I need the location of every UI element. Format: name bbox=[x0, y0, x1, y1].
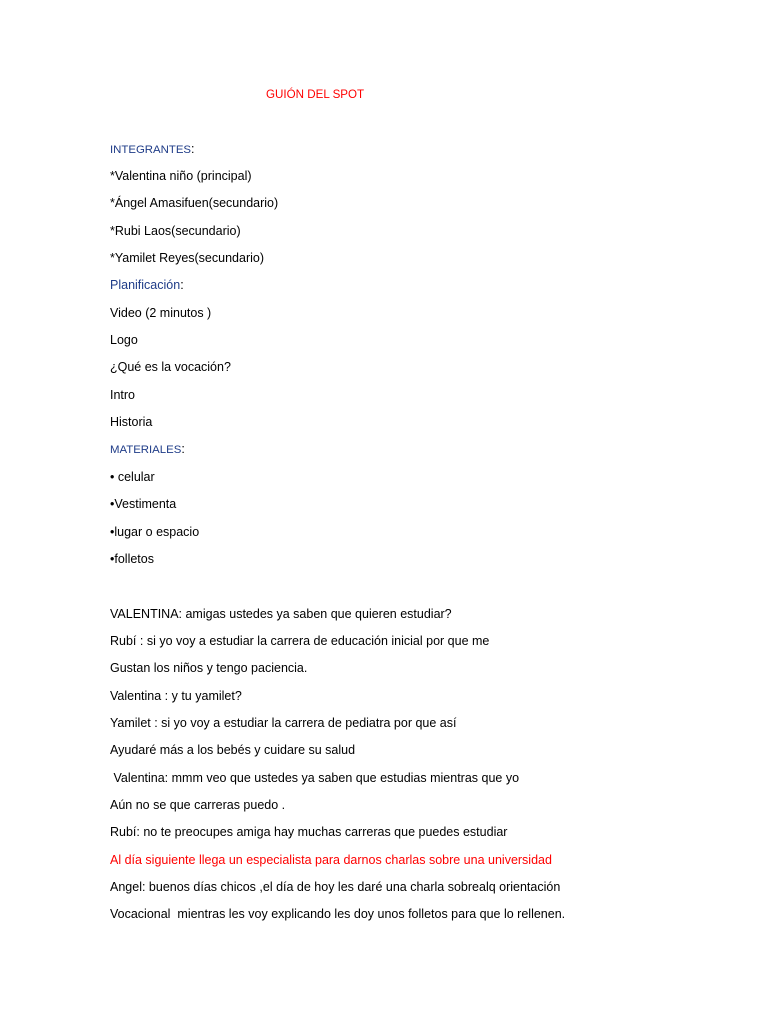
section-heading-materiales bbox=[110, 436, 730, 463]
list-item: *Ángel Amasifuen(secundario) bbox=[110, 196, 279, 211]
script-line: Gustan los niños y tengo paciencia. bbox=[110, 661, 308, 676]
section-heading-integrantes bbox=[110, 136, 730, 163]
script-line: VALENTINA: amigas ustedes ya saben que quieren estudiar? bbox=[110, 606, 452, 621]
script-line: Rubí : si yo voy a estudiar la carrera de educación inicial por que me bbox=[110, 633, 490, 648]
list-item: •Vestimenta bbox=[110, 497, 177, 512]
list-item: ¿Qué es la vocación? bbox=[110, 360, 231, 375]
blank-line bbox=[110, 573, 730, 600]
script-line: Aún no se que carreras puedo . bbox=[110, 797, 286, 812]
script-line: Ayudaré más a los bebés y cuidare su salud bbox=[110, 743, 356, 758]
list-item: Video (2 minutos ) bbox=[110, 305, 212, 320]
list-item: *Valentina niño (principal) bbox=[110, 169, 252, 184]
section-heading-colon: : bbox=[180, 278, 184, 293]
section-heading-label: MATERIALES bbox=[110, 444, 182, 457]
section-heading-colon: : bbox=[181, 442, 185, 457]
list-item: •lugar o espacio bbox=[110, 524, 200, 539]
section-heading-colon: : bbox=[191, 141, 195, 156]
list-item: •folletos bbox=[110, 551, 154, 566]
script-line: Valentina : y tu yamilet? bbox=[110, 688, 242, 703]
list-item: *Rubi Laos(secundario) bbox=[110, 223, 241, 238]
list-item: *Yamilet Reyes(secundario) bbox=[110, 251, 264, 266]
section-heading-planificacion bbox=[110, 272, 730, 299]
script-line: Yamilet : si yo voy a estudiar la carrera de pediatra por que así bbox=[110, 715, 457, 730]
list-item: Logo bbox=[110, 333, 138, 348]
script-line: Angel: buenos días chicos ,el día de hoy les daré una charla sobrealq orientación bbox=[110, 879, 561, 894]
section-heading-label: Planificación bbox=[110, 278, 181, 293]
script-stage-note: Al día siguiente llega un especialista para darnos charlas sobre una universidad bbox=[110, 852, 552, 867]
script-line: Valentina: mmm veo que ustedes ya saben que estudias mientras que yo bbox=[110, 770, 520, 785]
script-line: Rubí: no te preocupes amiga hay muchas carreras que puedes estudiar bbox=[110, 825, 508, 840]
list-item: Historia bbox=[110, 415, 153, 430]
section-heading-label: INTEGRANTES bbox=[110, 143, 192, 156]
blank-line bbox=[110, 108, 730, 135]
script-line: Vocacional mientras les voy explicando les doy unos folletos para que lo rellenen. bbox=[110, 907, 566, 922]
list-item: • celular bbox=[110, 469, 155, 484]
list-item: Intro bbox=[110, 387, 136, 402]
document-body bbox=[110, 81, 730, 929]
document-title: GUIÓN DEL SPOT bbox=[266, 88, 365, 101]
